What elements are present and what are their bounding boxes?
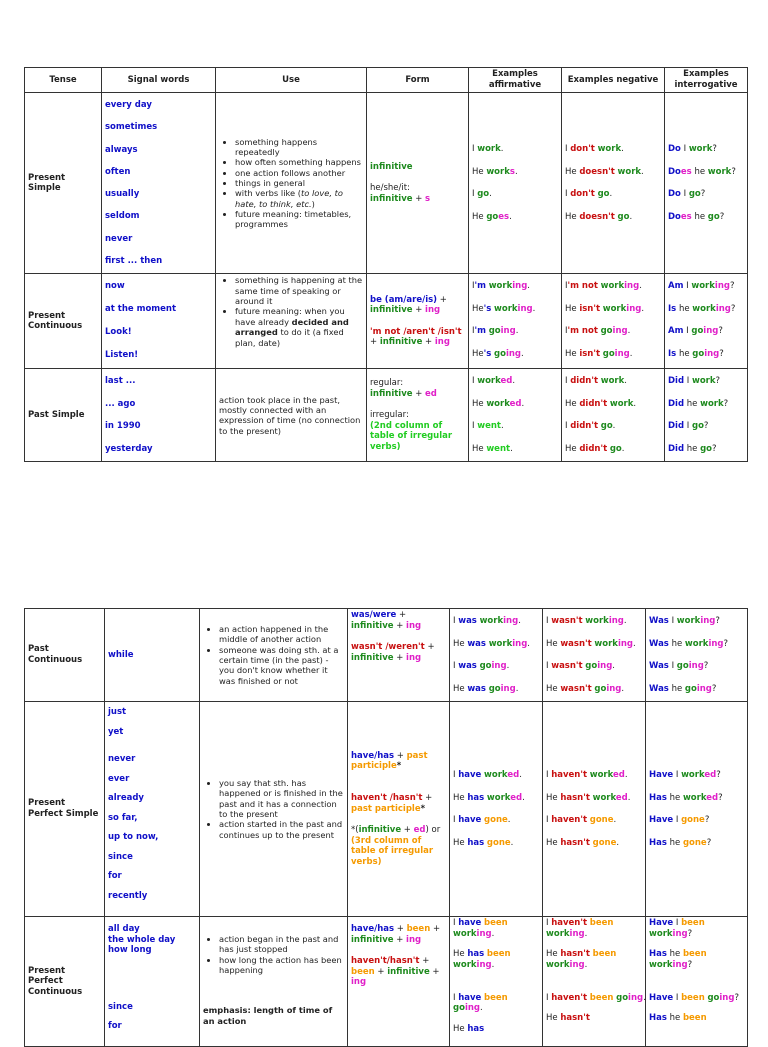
tense-present-perfect-continuous: Present Perfect Continuous	[25, 917, 105, 1047]
examples-interrogative: Have I been working? Has he been working? Have I been going? Has he been	[646, 917, 748, 1047]
examples-affirmative: I'm working. He's working. I'm going. He's going.	[469, 274, 562, 369]
example-line: Does he go?	[668, 211, 725, 222]
examples-affirmative	[469, 93, 562, 274]
examples-interrogative: Was I working? Was he working? Was I going? Was he going?	[646, 609, 748, 702]
examples-interrogative: Am I working? Is he working? Am I going? Is he going?	[665, 274, 748, 369]
form-cell: have/has + been + infinitive + ing haven't/hasn't + been + infinitive + ing	[348, 917, 450, 1047]
tense-present-continuous: Present Continuous	[25, 274, 102, 369]
signal-words: all day the whole day how long since for	[105, 917, 200, 1047]
header-examples-interrogative: Examples interrogative	[665, 68, 748, 93]
tense-past-simple: Past Simple	[25, 369, 102, 462]
header-examples-negative: Examples negative	[562, 68, 665, 93]
example-line: I don't work.	[565, 144, 624, 155]
examples-negative: I haven't been working. He hasn't been working. I haven't been going. He hasn't	[543, 917, 646, 1047]
examples-affirmative: I worked. He worked. I went. He went.	[469, 369, 562, 462]
use-cell: action took place in the past, mostly connected with an expression of time (no connection to the present)	[216, 369, 367, 462]
example-line: I don't go.	[565, 189, 613, 200]
tense-past-continuous: Past Continuous	[25, 609, 105, 702]
form-cell: be (am/are/is) + infinitive + ing 'm not /aren't /isn't + infinitive + ing	[367, 274, 469, 369]
example-line: I go.	[472, 189, 492, 200]
examples-interrogative: Did I work? Did he work? Did I go? Did he go?	[665, 369, 748, 462]
examples-negative	[562, 93, 665, 274]
row-present-perfect-simple	[25, 702, 748, 917]
examples-affirmative: I was working. He was working. I was going. He was going.	[450, 609, 543, 702]
row-past-simple	[25, 369, 748, 462]
row-present-continuous	[25, 274, 748, 369]
examples-affirmative: I have been working. He has been working. I have been going. He has	[450, 917, 543, 1047]
use-cell: • something happens repeatedly • how often something happens • one action follows another • things in general • with verbs like (to love, to hate, to think, etc.) • future meaning: timetables, programmes	[216, 93, 367, 274]
tense-table-1	[24, 67, 748, 462]
example-line: Do I work?	[668, 144, 717, 155]
form-cell: infinitive he/she/it: infinitive + s	[367, 93, 469, 274]
row-past-continuous	[25, 609, 748, 702]
example-line: He doesn't work.	[565, 166, 644, 177]
header-use: Use	[216, 68, 367, 93]
examples-negative: I wasn't working. He wasn't working. I wasn't going. He wasn't going.	[543, 609, 646, 702]
use-cell: • something is happening at the same time of speaking or around it • future meaning: when you have already decided and arranged to do it (a fixed plan, date)	[216, 274, 367, 369]
use-cell: • you say that sth. has happened or is finished in the past and it has a connection to the present • action started in the past and continues up to the present	[200, 702, 348, 917]
example-line: I work.	[472, 144, 504, 155]
examples-negative: I haven't worked. He hasn't worked. I haven't gone. He hasn't gone.	[543, 702, 646, 917]
examples-negative: I'm not working. He isn't working. I'm not going. He isn't going.	[562, 274, 665, 369]
example-line: He goes.	[472, 211, 512, 222]
examples-interrogative	[665, 93, 748, 274]
examples-negative: I didn't work. He didn't work. I didn't go. He didn't go.	[562, 369, 665, 462]
header-row	[25, 68, 748, 93]
example-line: He doesn't go.	[565, 211, 633, 222]
row-present-perfect-continuous	[25, 917, 748, 1047]
example-line: Do I go?	[668, 189, 706, 200]
signal-words: last ... ... ago in 1990 yesterday	[102, 369, 216, 462]
signal-words: every day sometimes always often usually seldom never first ... then	[102, 93, 216, 274]
form-cell: have/has + past participle* haven't /hasn't + past participle* *(infinitive + ed) or (3rd column of table of irregular verbs)	[348, 702, 450, 917]
tense-present-perfect-simple: Present Perfect Simple	[25, 702, 105, 917]
tense-table-2	[24, 608, 748, 1047]
header-tense: Tense	[25, 68, 102, 93]
examples-affirmative: I have worked. He has worked. I have gone. He has gone.	[450, 702, 543, 917]
use-cell: • action began in the past and has just stopped • how long the action has been happening emphasis: length of time of an action	[200, 917, 348, 1047]
example-line: Does he work?	[668, 166, 736, 177]
signal-words: now at the moment Look! Listen!	[102, 274, 216, 369]
signal-words: while	[105, 609, 200, 702]
signal-words: just yet never ever already so far, up to now, since for recently	[105, 702, 200, 917]
row-present-simple	[25, 93, 748, 274]
example-line: He works.	[472, 166, 518, 177]
use-cell: • an action happened in the middle of another action • someone was doing sth. at a certain time (in the past) - you don't know whether it was finished or not	[200, 609, 348, 702]
header-examples-affirmative: Examples affirmative	[469, 68, 562, 93]
examples-interrogative: Have I worked? Has he worked? Have I gone? Has he gone?	[646, 702, 748, 917]
form-cell: regular: infinitive + ed irregular: (2nd column of table of irregular verbs)	[367, 369, 469, 462]
form-cell: was/were + infinitive + ing wasn't /weren't + infinitive + ing	[348, 609, 450, 702]
tense-present-simple: Present Simple	[25, 93, 102, 274]
header-form: Form	[367, 68, 469, 93]
header-signal-words: Signal words	[102, 68, 216, 93]
